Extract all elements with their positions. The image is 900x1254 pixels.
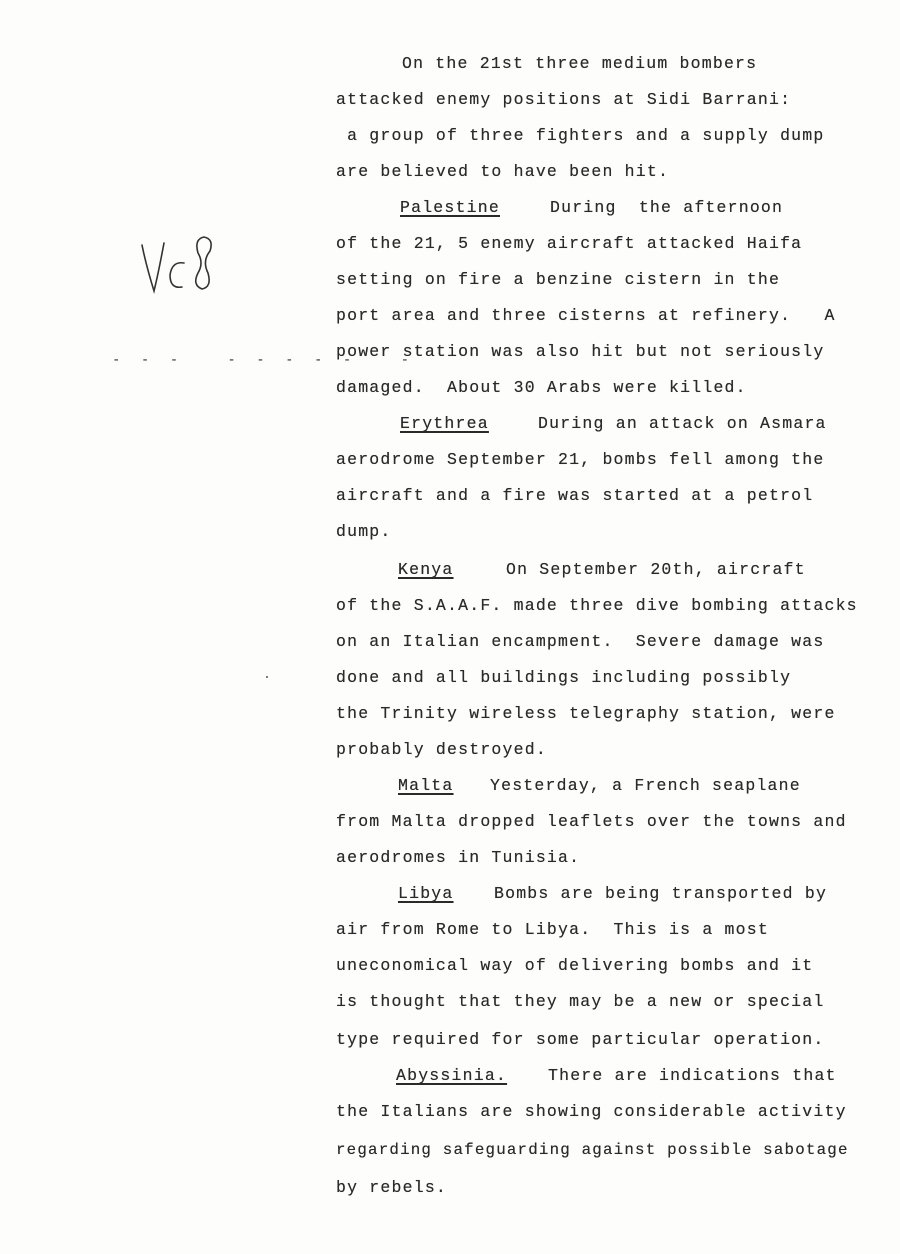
text-line: a group of three fighters and a supply dump: [336, 126, 825, 145]
text-line: of the 21, 5 enemy aircraft attacked Haifa: [336, 234, 803, 253]
text-line: Yesterday, a French seaplane: [490, 776, 801, 795]
text-line: On the 21st three medium bombers: [402, 54, 758, 73]
text-line: Bombs are being transported by: [494, 884, 828, 903]
section-heading-malta: Malta: [398, 776, 454, 795]
text-line: the Trinity wireless telegraphy station, were: [336, 704, 836, 723]
section-heading-libya: Libya: [398, 884, 454, 903]
text-line: On September 20th, aircraft: [506, 560, 806, 579]
section-heading-palestine: Palestine: [400, 198, 500, 217]
section-heading-erythrea: Erythrea: [400, 414, 489, 433]
text-line: aerodromes in Tunisia.: [336, 848, 581, 867]
handwritten-initials-mark: [132, 225, 232, 305]
text-line: During an attack on Asmara: [538, 414, 827, 433]
text-line: aerodrome September 21, bombs fell among the: [336, 450, 825, 469]
scan-speck: [266, 676, 268, 678]
text-line: from Malta dropped leaflets over the towns and: [336, 812, 847, 831]
section-heading-abyssinia: Abyssinia.: [396, 1066, 508, 1085]
text-line: are believed to have been hit.: [336, 162, 670, 181]
text-line: is thought that they may be a new or special: [336, 992, 825, 1011]
text-line: regarding safeguarding against possible sabotage: [336, 1141, 849, 1159]
text-line: setting on fire a benzine cistern in the: [336, 270, 781, 289]
text-line: by rebels.: [336, 1178, 448, 1197]
text-line: probably destroyed.: [336, 740, 547, 759]
text-line: There are indications that: [548, 1066, 837, 1085]
text-line: done and all buildings including possibly: [336, 668, 792, 687]
text-line: air from Rome to Libya. This is a most: [336, 920, 769, 939]
text-line: attacked enemy positions at Sidi Barrani:: [336, 90, 792, 109]
text-line: of the S.A.A.F. made three dive bombing attacks: [336, 596, 858, 615]
text-line: uneconomical way of delivering bombs and it: [336, 956, 814, 975]
text-line: power station was also hit but not seriously: [336, 342, 825, 361]
text-line: port area and three cisterns at refinery. A: [336, 306, 836, 325]
text-line: the Italians are showing considerable activity: [336, 1102, 847, 1121]
text-line: damaged. About 30 Arabs were killed.: [336, 378, 747, 397]
margin-dashes: - - - - - - - - -: [112, 352, 416, 368]
text-line: type required for some particular operation.: [336, 1030, 825, 1049]
section-heading-kenya: Kenya: [398, 560, 454, 579]
text-line: During the afternoon: [550, 198, 784, 217]
text-line: dump.: [336, 522, 392, 541]
text-line: on an Italian encampment. Severe damage was: [336, 632, 825, 651]
text-line: aircraft and a fire was started at a petrol: [336, 486, 814, 505]
